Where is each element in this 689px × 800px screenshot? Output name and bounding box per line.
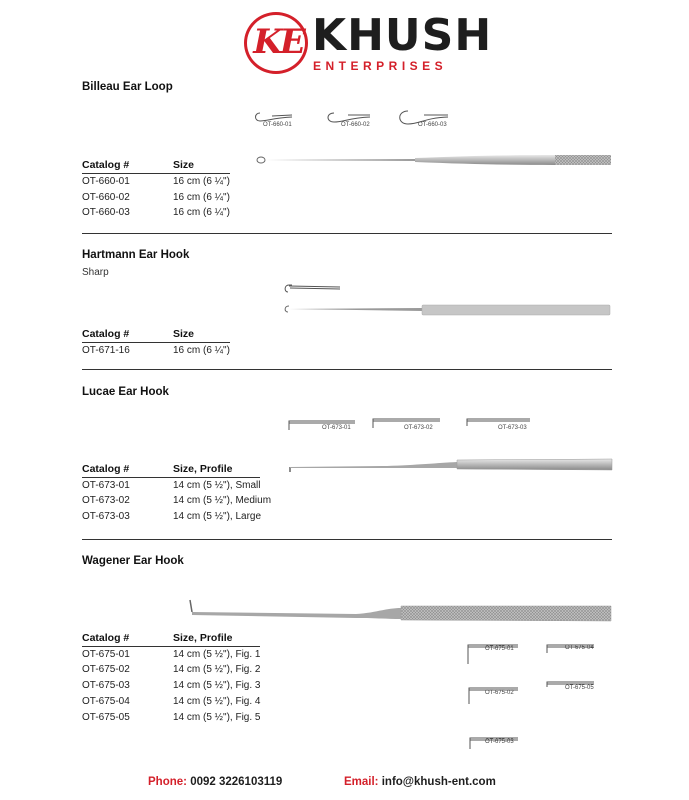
catalog-number: OT-660-01: [82, 176, 130, 187]
size-profile-value: 14 cm (5 ½"), Small: [173, 480, 261, 491]
lucae-ear-hook-image: [287, 454, 615, 476]
figure-label: OT-660-01: [263, 122, 292, 128]
footer-email: [344, 776, 496, 788]
catalog-number: OT-671-16: [82, 345, 130, 356]
email-address[interactable]: info@khush-ent.com: [381, 776, 496, 788]
figure-label: OT-673-01: [322, 425, 351, 431]
email-label: Email:: [344, 776, 379, 788]
size-profile-value: 14 cm (5 ½"), Fig. 2: [173, 664, 261, 675]
phone-number[interactable]: 0092 3226103119: [190, 776, 283, 788]
footer-phone: [148, 776, 282, 788]
size-profile-value: 14 cm (5 ½"), Fig. 5: [173, 712, 261, 723]
column-header-catalog: Catalog #: [82, 328, 130, 340]
table-header-rule: [82, 342, 230, 343]
figure-label: OT-673-02: [404, 425, 433, 431]
size-profile-value: 14 cm (5 ½"), Medium: [173, 495, 272, 506]
brand-name: KHUSH: [312, 10, 493, 61]
loop-figure-2: [328, 113, 370, 122]
section-title-lucae: Lucae Ear Hook: [82, 386, 169, 398]
size-profile-value: 14 cm (5 ½"), Fig. 1: [173, 649, 261, 660]
table-header-rule: [82, 477, 260, 478]
section-title-billeau: Billeau Ear Loop: [82, 81, 173, 93]
hartmann-hook-figure: [282, 282, 342, 296]
size-profile-value: 14 cm (5 ½"), Large: [173, 511, 262, 522]
column-header-size-profile: Size, Profile: [173, 463, 233, 475]
hartmann-ear-hook-image: [282, 302, 614, 318]
wagener-hook-figures: [462, 636, 602, 754]
table-header-rule: [82, 173, 230, 174]
phone-label: Phone:: [148, 776, 187, 788]
catalog-number: OT-660-02: [82, 192, 130, 203]
catalog-number: OT-675-02: [82, 664, 130, 675]
figure-label: OT-675-05: [565, 685, 594, 691]
section-title-wagener: Wagener Ear Hook: [82, 555, 184, 567]
figure-label: OT-675-03: [485, 739, 514, 745]
logo-mark: KE: [253, 22, 303, 62]
column-header-catalog: Catalog #: [82, 159, 130, 171]
figure-label: OT-675-04: [565, 645, 594, 651]
column-header-size: Size: [173, 159, 195, 171]
size-value: 16 cm (6 ¼"): [173, 345, 230, 356]
size-profile-value: 14 cm (5 ½"), Fig. 4: [173, 696, 261, 707]
size-profile-value: 14 cm (5 ½"), Fig. 3: [173, 680, 261, 691]
wagener-ear-hook-image: [186, 596, 614, 626]
catalog-number: OT-675-01: [82, 649, 130, 660]
size-value: 16 cm (6 ¼"): [173, 192, 230, 203]
column-header-catalog: Catalog #: [82, 632, 130, 644]
section-divider: [82, 369, 612, 370]
section-divider: [82, 539, 612, 540]
size-value: 16 cm (6 ¼"): [173, 207, 230, 218]
catalog-number: OT-673-02: [82, 495, 130, 506]
catalog-number: OT-675-03: [82, 680, 130, 691]
figure-label: OT-660-02: [341, 122, 370, 128]
catalog-number: OT-673-03: [82, 511, 130, 522]
catalog-number: OT-675-04: [82, 696, 130, 707]
billeau-ear-loop-image: [255, 152, 615, 168]
table-header-rule: [82, 646, 260, 647]
figure-label: OT-660-03: [418, 122, 447, 128]
figure-label: OT-675-02: [485, 690, 514, 696]
catalog-number: OT-660-03: [82, 207, 130, 218]
section-divider: [82, 233, 612, 234]
column-header-size: Size: [173, 328, 195, 340]
section-note: Sharp: [82, 267, 109, 278]
catalog-number: OT-673-01: [82, 480, 130, 491]
section-title-hartmann: Hartmann Ear Hook: [82, 249, 190, 261]
catalog-number: OT-675-05: [82, 712, 130, 723]
column-header-size-profile: Size, Profile: [173, 632, 233, 644]
size-value: 16 cm (6 ¼"): [173, 176, 230, 187]
column-header-catalog: Catalog #: [82, 463, 130, 475]
loop-figure-1: [256, 113, 293, 121]
brand-subtitle: ENTERPRISES: [313, 59, 448, 73]
figure-label: OT-675-01: [485, 646, 514, 652]
figure-label: OT-673-03: [498, 425, 527, 431]
